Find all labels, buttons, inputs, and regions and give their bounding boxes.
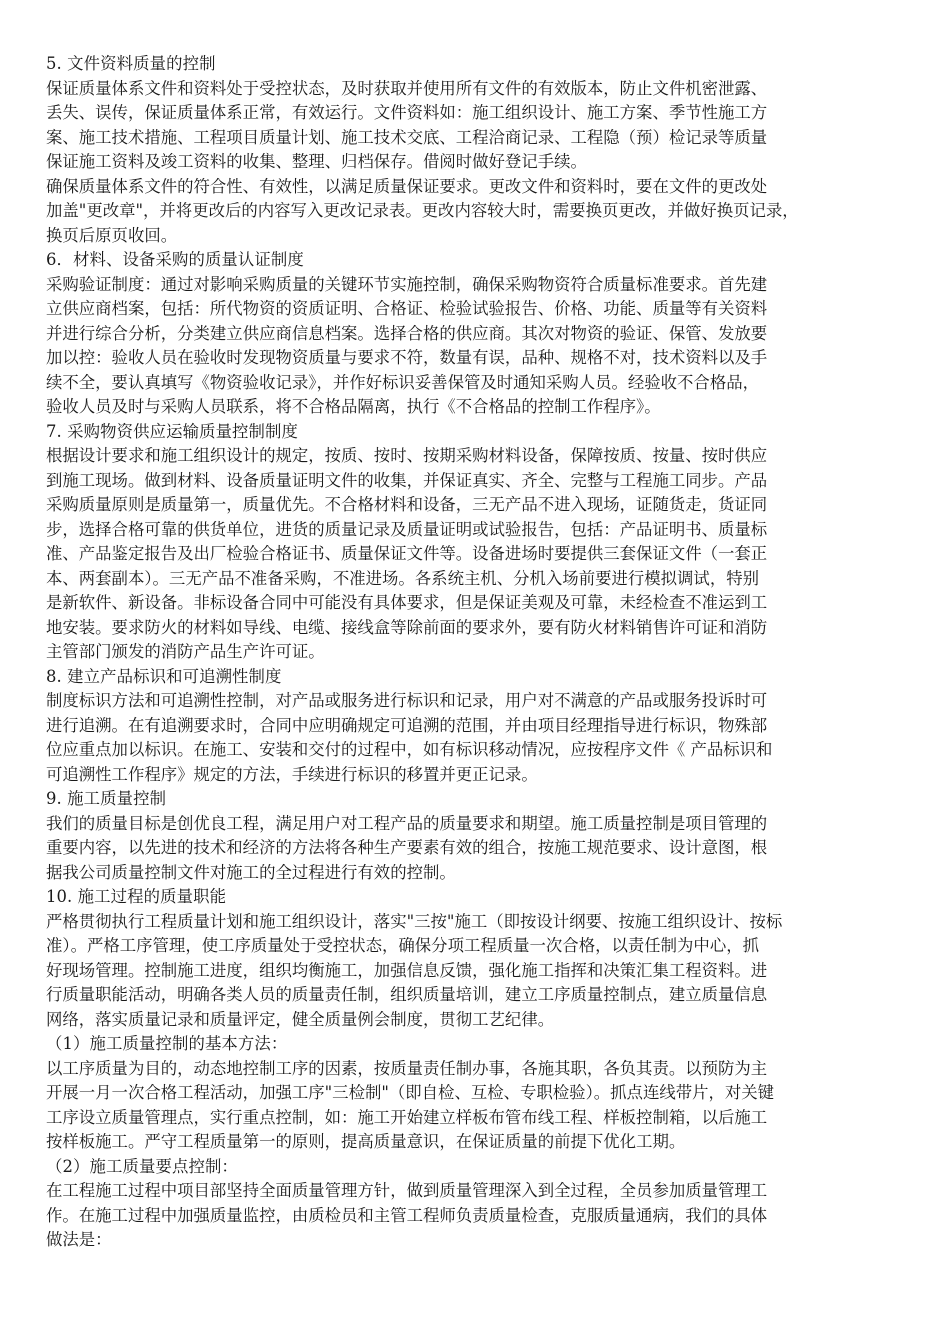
text-line: 在工程施工过程中项目部坚持全面质量管理方针，做到质量管理深入到全过程，全员参加质量管理工 (46, 1181, 768, 1200)
text-line: 保证质量体系文件和资料处于受控状态，及时获取并使用所有文件的有效版本，防止文件机密泄露、 (46, 78, 768, 98)
text-line: 准、产品鉴定报告及出厂检验合格证书、质量保证文件等。设备进场时要提供三套保证文件（一套正 (46, 544, 768, 563)
text-line: 根据设计要求和施工组织设计的规定，按质、按时、按期采购材料设备，保障按质、按量、按时供应 (46, 446, 768, 465)
section-heading: 10. 施工过程的质量职能 (46, 887, 227, 906)
text-line: 严格贯彻执行工程质量计划和施工组织设计，落实"三按"施工（即按设计纲要、按施工组织设计、按标 (46, 911, 783, 931)
text-line: 据我公司质量控制文件对施工的全过程进行有效的控制。 (46, 862, 456, 882)
text-line: 好现场管理。控制施工进度，组织均衡施工，加强信息反馈，强化施工指挥和决策汇集工程资料。进 (46, 960, 768, 980)
section-heading: 8. 建立产品标识和可追溯性制度 (46, 666, 282, 686)
text-line: 进行追溯。在有追溯要求时，合同中应明确规定可追溯的范围，并由项目经理指导进行标识，物殊部 (46, 715, 768, 735)
text-line: 确保质量体系文件的符合性、有效性，以满足质量保证要求。更改文件和资料时，要在文件的更改处 (46, 176, 768, 196)
text-line: 开展一月一次合格工程活动，加强工序"三检制"（即自检、互检、专职检验）。抓点连线带片，对关键 (46, 1083, 775, 1102)
text-line: 做法是： (46, 1230, 112, 1249)
text-line: 保证施工资料及竣工资料的收集、整理、归档保存。借阅时做好登记手续。 (46, 152, 587, 171)
text-line: 重要内容，以先进的技术和经济的方法将各种生产要素有效的组合，按施工规范要求、设计意图，根 (46, 838, 768, 857)
text-line: 换页后原页收回。 (46, 225, 178, 245)
text-line: 是新软件、新设备。非标设备合同中可能没有具体要求，但是保证美观及可靠，未经检查不准运到工 (46, 593, 768, 612)
section-heading: 5. 文件资料质量的控制 (46, 54, 216, 73)
text-line: 加以控：验收人员在验收时发现物资质量与要求不符，数量有误，品种、规格不对，技术资料以及手 (46, 348, 768, 367)
text-line: 可追溯性工作程序》规定的方法，手续进行标识的移置并更正记录。 (46, 764, 538, 784)
text-line: 步，选择合格可靠的供货单位，进货的质量记录及质量证明或试验报告，包括：产品证明书、质量标 (46, 519, 768, 539)
text-line: 我们的质量目标是创优良工程，满足用户对工程产品的质量要求和期望。施工质量控制是项目管理的 (46, 813, 768, 833)
text-line: 采购质量原则是质量第一，质量优先。不合格材料和设备，三无产品不进入现场，证随货走，货证同 (46, 495, 768, 514)
text-line: 地安装。要求防火的材料如导线、电缆、接线盒等除前面的要求外，要有防火材料销售许可证和消防 (46, 617, 768, 637)
text-line: 制度标识方法和可追溯性控制，对产品或服务进行标识和记录，用户对不满意的产品或服务投诉时可 (46, 691, 768, 710)
section-heading: 6．材料、设备采购的质量认证制度 (46, 250, 304, 269)
text-line: 主管部门颁发的消防产品生产许可证。 (46, 642, 325, 661)
text-line: 采购验证制度：通过对影响采购质量的关键环节实施控制，确保采购物资符合质量标准要求。首先建 (46, 274, 768, 294)
section-heading: （2）施工质量要点控制： (46, 1156, 238, 1176)
text-line: 位应重点加以标识。在施工、安装和交付的过程中，如有标识移动情况，应按程序文件《 产品标识和 (46, 740, 773, 759)
text-line: 网络，落实质量记录和质量评定，健全质量例会制度，贯彻工艺纪律。 (46, 1009, 555, 1029)
text-line: 按样板施工。严守工程质量第一的原则，提高质量意识，在保证质量的前提下优化工期。 (46, 1132, 686, 1151)
text-line: 作。在施工过程中加强质量监控，由质检员和主管工程师负责质量检查，克服质量通病，我们的具体 (46, 1205, 768, 1225)
document-body (46, 52, 906, 1253)
text-line: 到施工现场。做到材料、设备质量证明文件的收集，并保证真实、齐全、完整与工程施工同步。产品 (46, 470, 768, 490)
text-line: 验收人员及时与采购人员联系，将不合格品隔离，执行《不合格品的控制工作程序》。 (46, 397, 661, 416)
text-line: 行质量职能活动，明确各类人员的质量责任制，组织质量培训，建立工序质量控制点，建立质量信息 (46, 985, 768, 1004)
text-line: 准）。严格工序管理，使工序质量处于受控状态，确保分项工程质量一次合格，以责任制为中心，抓 (46, 936, 759, 955)
text-line: 工序设立质量管理点，实行重点控制，如：施工开始建立样板布管布线工程、样板控制箱，以后施工 (46, 1107, 768, 1127)
text-line: 丢失、误传，保证质量体系正常，有效运行。文件资料如：施工组织设计、施工方案、季节性施工方 (46, 103, 768, 122)
section-heading: 9. 施工质量控制 (46, 789, 167, 808)
text-line: 并进行综合分析，分类建立供应商信息档案。选择合格的供应商。其次对物资的验证、保管、发放要 (46, 323, 768, 343)
section-heading: （1）施工质量控制的基本方法： (46, 1034, 288, 1053)
text-line: 本、两套副本）。三无产品不准备采购，不准进场。各系统主机、分机入场前要进行模拟调试，特别 (46, 568, 759, 588)
text-line: 立供应商档案，包括：所代物资的资质证明、合格证、检验试验报告、价格、功能、质量等有关资料 (46, 299, 768, 318)
text-line: 续不全，要认真填写《物资验收记录》，并作好标识妥善保管及时通知采购人员。经验收不合格品， (46, 372, 759, 392)
text-line: 加盖"更改章"，并将更改后的内容写入更改记录表。更改内容较大时，需要换页更改，并做好换页记录， (46, 201, 799, 220)
text-line: 以工序质量为目的，动态地控制工序的因素，按质量责任制办事，各施其职，各负其责。以预防为主 (46, 1058, 768, 1078)
text-line: 案、施工技术措施、工程项目质量计划、施工技术交底、工程洽商记录、工程隐（预）检记录等质量 (46, 127, 768, 147)
section-heading: 7. 采购物资供应运输质量控制制度 (46, 421, 299, 441)
